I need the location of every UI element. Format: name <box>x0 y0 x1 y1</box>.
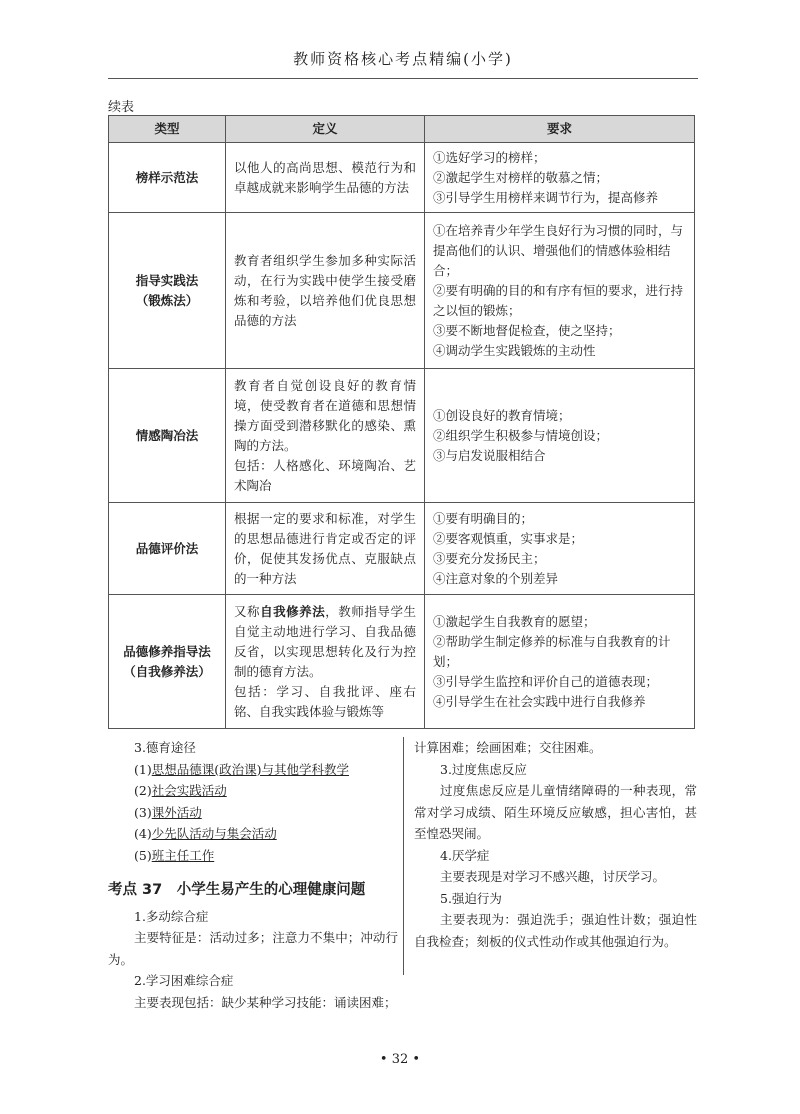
header-rule <box>108 78 698 79</box>
definition-cell <box>226 503 425 595</box>
moral-path-item <box>108 845 398 867</box>
item-text: 主要表现包括：缺少某种学习技能：诵读困难； <box>134 994 397 1010</box>
page-number: • 32 • <box>379 1052 421 1067</box>
requirement-item: ②帮助学生制定修养的标准与自我教育的计划； <box>433 633 671 669</box>
type-label: 品德修养指导法 <box>123 643 211 659</box>
definition-text: 教育者组织学生参加多种实际活动，在行为实践中使学生接受磨炼和考验，以培养他们优良思想品德的方法 <box>234 252 416 328</box>
column-divider <box>403 737 404 975</box>
requirement-item: ③引导学生用榜样来调节行为，提高修养 <box>433 189 659 205</box>
definition-cell <box>226 369 425 503</box>
requirement-item: ②激起学生对榜样的敬慕之情； <box>433 169 609 185</box>
section-title: 考点 37 小学生易产生的心理健康问题 <box>108 882 366 898</box>
requirement-item: ②要客观慎重，实事求是； <box>433 530 584 546</box>
definition-text: 以他人的高尚思想、模范行为和卓越成就来影响学生品德的方法 <box>234 159 416 195</box>
definition-text <box>234 602 416 682</box>
type-cell <box>109 503 226 595</box>
table-row <box>109 143 695 213</box>
type-cell <box>109 213 226 369</box>
item-number: (3) <box>134 804 152 820</box>
page-header-title: 教师资格核心考点精编(小学) <box>293 50 513 68</box>
item-text: 思想品德课(政治课)与其他学科教学 <box>151 761 349 777</box>
item-number: (2) <box>134 783 152 798</box>
item-number: (4) <box>134 826 152 841</box>
requirement-item: ①要有明确目的； <box>433 510 534 526</box>
definition-cell <box>226 143 425 213</box>
moral-paths-title: 3.德育途径 <box>134 740 196 755</box>
table-row <box>109 595 695 729</box>
requirements-cell <box>425 503 695 595</box>
requirement-item: ①选好学习的榜样； <box>433 149 546 165</box>
definition-rest: ，教师指导学生自觉主动地进行学习、自我品德反省，以实现思想转化及行为控制的德育方法。 <box>234 603 416 679</box>
header-type: 类型 <box>109 116 226 143</box>
type-label: 情感陶冶法 <box>135 427 199 443</box>
requirement-item: ①激起学生自我教育的愿望； <box>433 613 596 629</box>
left-column <box>108 737 398 1013</box>
definition-text: 教育者自觉创设良好的教育情境，使受教育者在道德和思想情操方面受到潜移默化的感染、熏陶的方法。 <box>234 377 416 453</box>
item-title: 3.过度焦虑反应 <box>440 761 527 777</box>
type-label: 品德评价法 <box>135 540 199 556</box>
requirements-cell <box>425 213 695 369</box>
header-definition: 定义 <box>226 116 425 143</box>
requirement-item: ③要充分发扬民主； <box>433 550 546 566</box>
header-requirements: 要求 <box>425 116 695 143</box>
definition-prefix: 又称 <box>234 603 261 619</box>
item-text: 班主任工作 <box>151 847 215 863</box>
table-header-row <box>109 116 695 143</box>
requirement-item: ③要不断地督促检查，使之坚持； <box>433 322 621 338</box>
item-title: 4.厌学症 <box>440 847 490 863</box>
type-label: 指导实践法 <box>135 272 199 288</box>
moral-path-item <box>108 823 398 845</box>
type-cell <box>109 369 226 503</box>
item-number: (1) <box>134 761 152 777</box>
definition-extra: 包括：人格感化、环境陶冶、艺术陶冶 <box>234 457 416 493</box>
definition-cell <box>226 595 425 729</box>
requirement-item: ④注意对象的个别差异 <box>433 570 559 586</box>
requirement-item: ②组织学生积极参与情境创设； <box>433 427 609 443</box>
requirements-cell <box>425 143 695 213</box>
requirement-item: ①在培养青少年学生良好行为习惯的同时，与提高他们的认识、增强他们的情感体验相结合； <box>433 222 684 278</box>
item-text: 主要表现是对学习不感兴趣，讨厌学习。 <box>440 869 666 884</box>
requirement-item: ④引导学生在社会实践中进行自我修养 <box>433 693 646 709</box>
table-row <box>109 369 695 503</box>
table-row <box>109 503 695 595</box>
right-column <box>414 737 697 952</box>
item-text: 主要特征是：活动过多；注意力不集中；冲动行为。 <box>108 930 398 967</box>
moral-path-item <box>108 759 398 781</box>
definition-extra: 包括：学习、自我批评、座右铭、自我实践体验与锻炼等 <box>234 683 416 719</box>
item-title: 1.多动综合症 <box>134 908 209 924</box>
item-text: 少先队活动与集会活动 <box>151 826 277 841</box>
requirement-item: ③与启发说服相结合 <box>433 447 546 463</box>
definition-cell <box>226 213 425 369</box>
type-label: 榜样示范法 <box>135 169 199 185</box>
requirements-cell <box>425 595 695 729</box>
moral-path-item <box>108 780 398 802</box>
item-title: 5.强迫行为 <box>440 890 502 906</box>
type-label-alias: （锻炼法） <box>135 292 199 308</box>
requirement-item: ④调动学生实践锻炼的主动性 <box>433 342 596 358</box>
item-number: (5) <box>134 847 152 863</box>
item-text-continued: 计算困难；绘画困难；交往困难。 <box>414 740 602 755</box>
item-text: 课外活动 <box>151 804 202 820</box>
moral-path-item <box>108 802 398 824</box>
item-text: 主要表现为：强迫洗手；强迫性计数；强迫性自我检查；刻板的仪式性动作或其他强迫行为。 <box>414 912 697 949</box>
requirement-item: ②要有明确的目的和有序有恒的要求，进行持之以恒的锻炼； <box>433 282 684 318</box>
item-text: 过度焦虑反应是儿童情绪障碍的一种表现，常常对学习成绩、陌生环境反应敏感，担心害怕，甚至惶恐哭闹。 <box>414 783 697 841</box>
continued-label: 续表 <box>108 100 135 115</box>
item-text: 社会实践活动 <box>151 783 227 798</box>
item-title: 2.学习困难综合症 <box>134 973 234 988</box>
definition-text: 根据一定的要求和标准，对学生的思想品德进行肯定或否定的评价，促使其发扬优点、克服缺点的一种方法 <box>234 510 416 586</box>
type-cell <box>109 143 226 213</box>
table-row <box>109 213 695 369</box>
moral-methods-table <box>108 115 695 729</box>
type-label-alias: （自我修养法） <box>123 663 211 679</box>
requirement-item: ①创设良好的教育情境； <box>433 407 571 423</box>
requirement-item: ③引导学生监控和评价自己的道德表现； <box>433 673 659 689</box>
type-cell <box>109 595 226 729</box>
definition-term: 自我修养法 <box>260 603 326 619</box>
requirements-cell <box>425 369 695 503</box>
